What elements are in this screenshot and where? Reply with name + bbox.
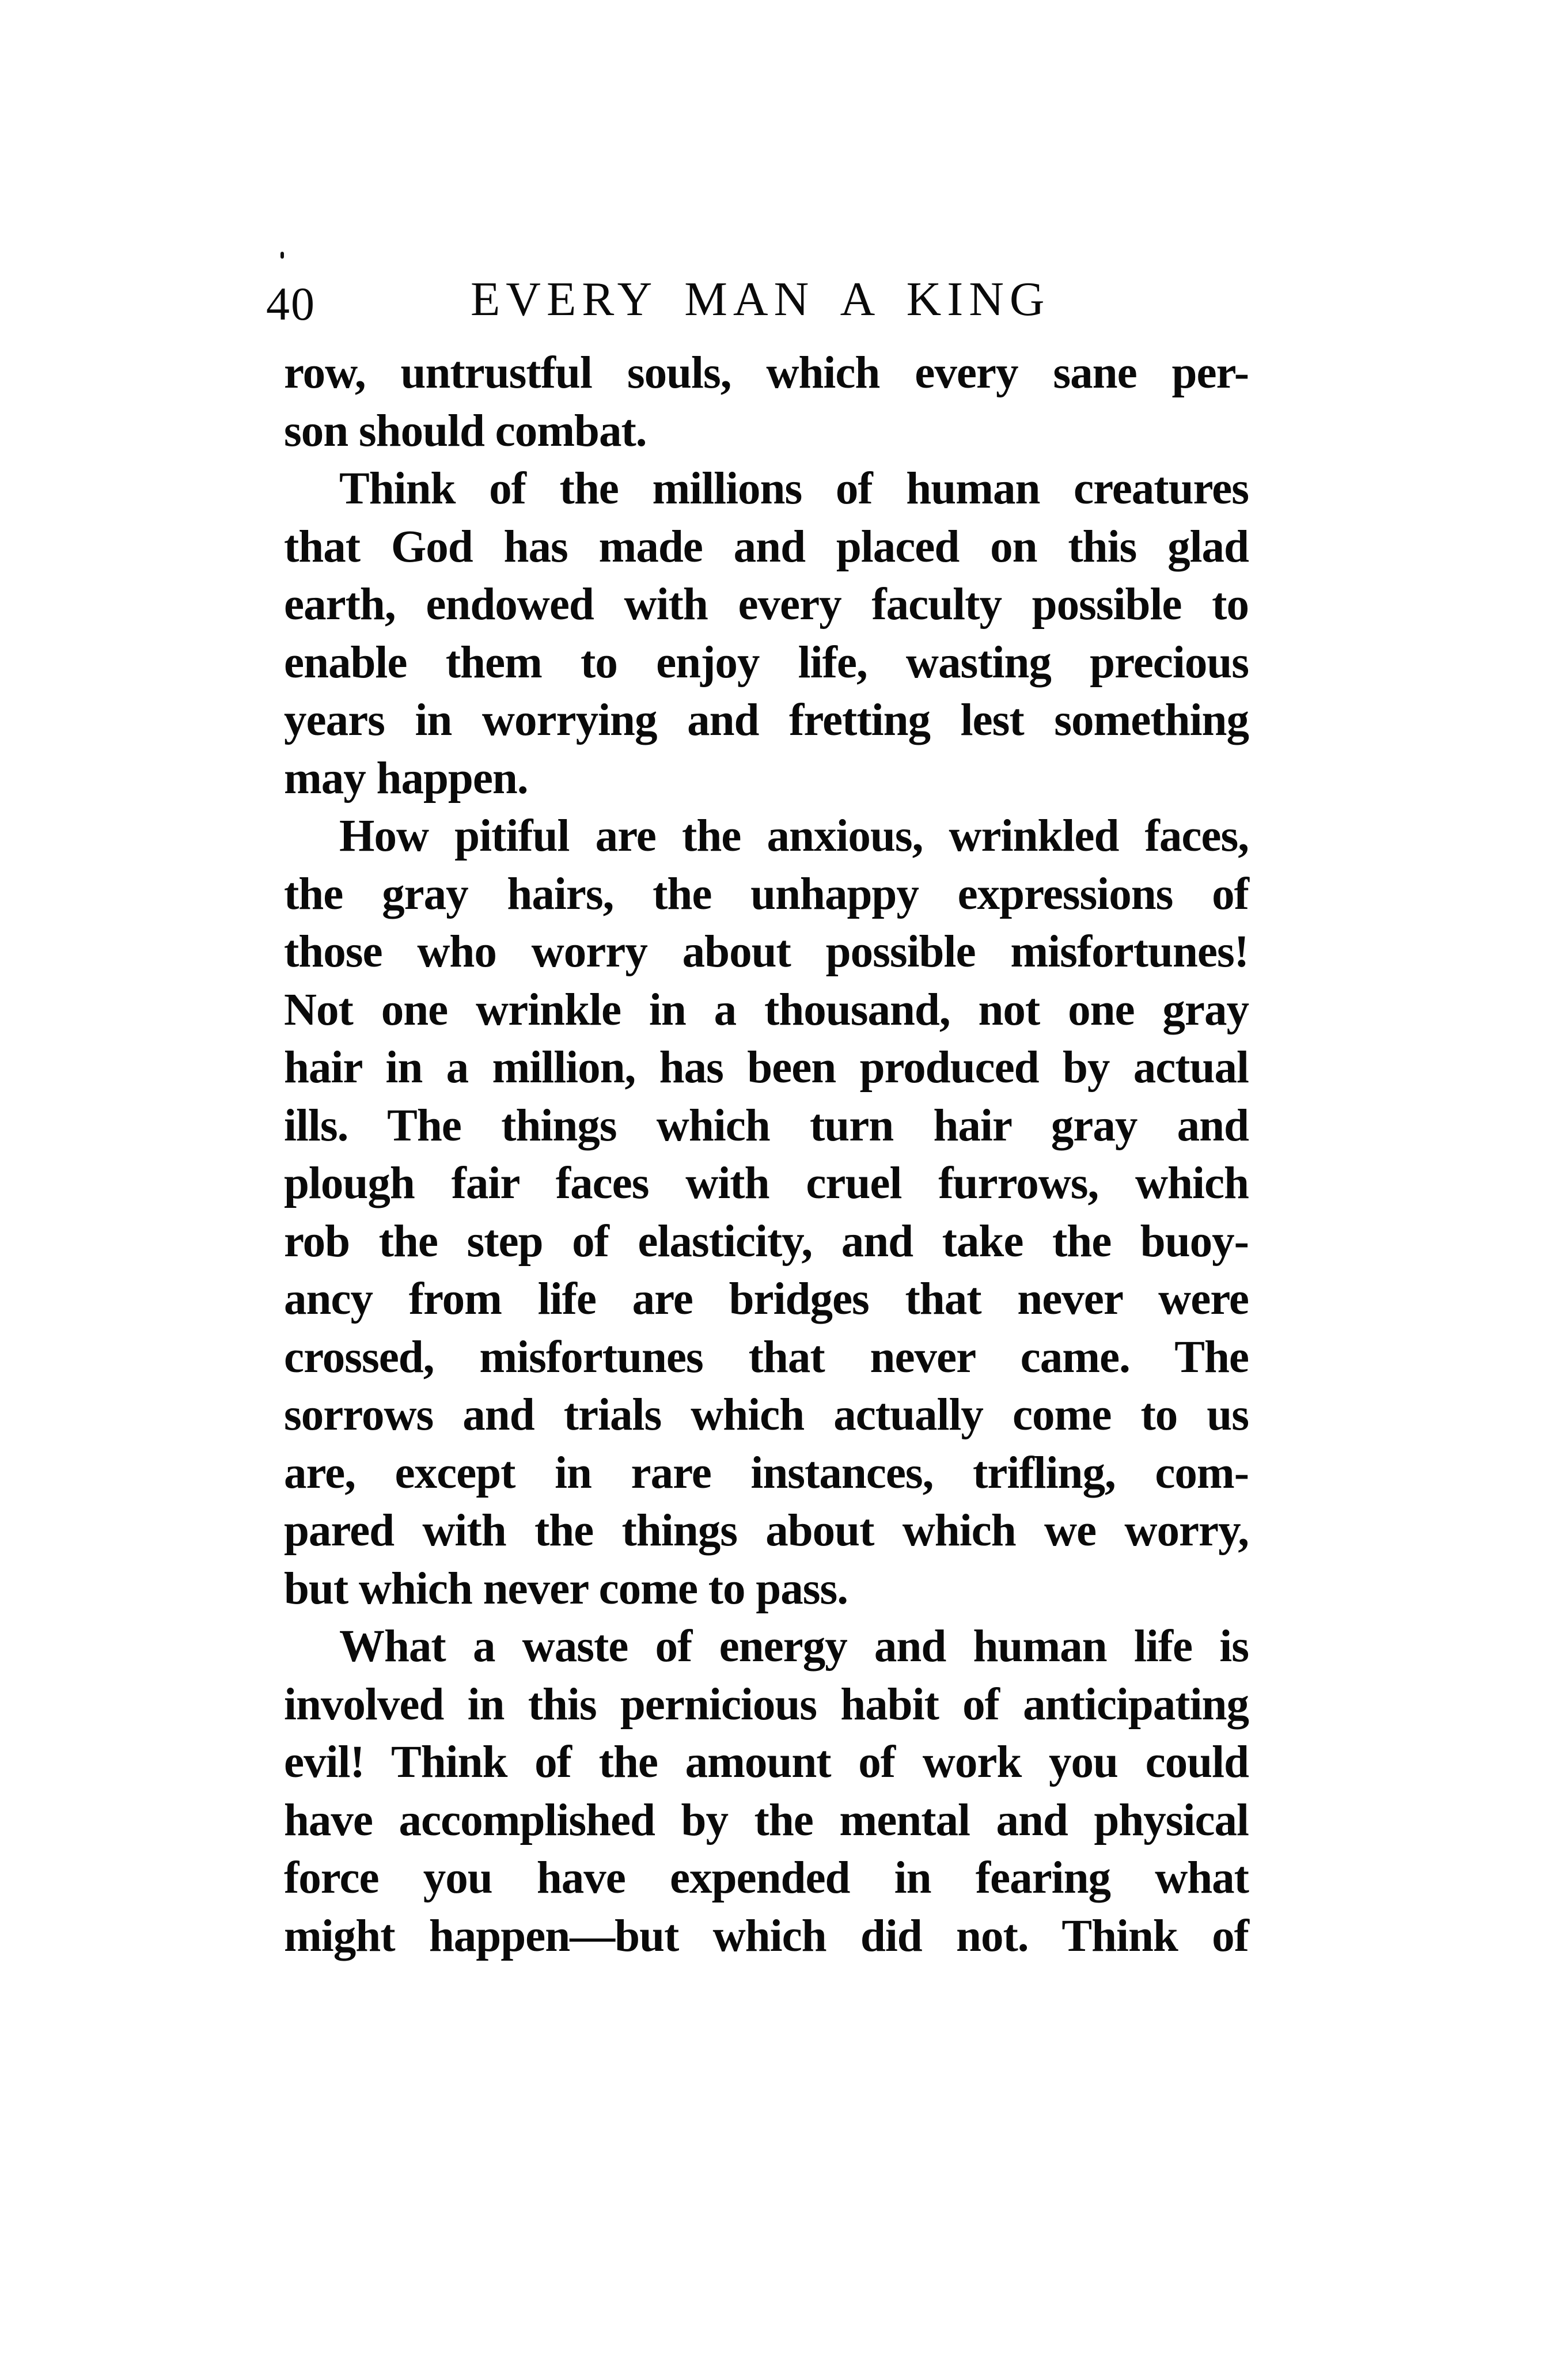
text-line: hair in a million, has been produced by actual	[284, 1043, 1249, 1093]
text-line: ills. The things which turn hair gray and	[284, 1100, 1249, 1151]
print-speck	[280, 252, 284, 259]
text-line: pared with the things about which we worry,	[284, 1506, 1249, 1556]
text-line: plough fair faces with cruel furrows, which	[284, 1158, 1249, 1208]
text-line: enable them to enjoy life, wasting precious	[284, 637, 1249, 688]
text-line: earth, endowed with every faculty possible to	[284, 579, 1249, 630]
text-line: How pitiful are the anxious, wrinkled faces,	[339, 811, 1249, 861]
text-line: What a waste of energy and human life is	[339, 1621, 1249, 1672]
body-text	[284, 344, 1249, 1965]
text-line: but which never come to pass.	[284, 1563, 848, 1614]
text-line: son should combat.	[284, 405, 647, 456]
text-line: evil! Think of the amount of work you could	[284, 1737, 1249, 1787]
text-line: rob the step of elasticity, and take the buoy-	[284, 1216, 1249, 1267]
text-line: force you have expended in fearing what	[284, 1853, 1249, 1903]
text-line: have accomplished by the mental and physical	[284, 1795, 1249, 1845]
text-line: those who worry about possible misfortunes!	[284, 927, 1249, 977]
text-line: crossed, misfortunes that never came. The	[284, 1332, 1249, 1382]
text-line: involved in this pernicious habit of anticipating	[284, 1679, 1249, 1730]
text-line: Think of the millions of human creatures	[339, 464, 1249, 514]
text-line: sorrows and trials which actually come to us	[284, 1390, 1249, 1440]
text-line: row, untrustful souls, which every sane per-	[284, 348, 1249, 398]
text-line: the gray hairs, the unhappy expressions of	[284, 869, 1249, 919]
text-line: Not one wrinkle in a thousand, not one gray	[284, 984, 1249, 1035]
text-line: may happen.	[284, 753, 528, 804]
running-head	[266, 271, 1251, 334]
text-line: might happen—but which did not. Think of	[284, 1911, 1249, 1961]
text-line: are, except in rare instances, trifling, com-	[284, 1447, 1249, 1498]
running-title: EVERY MAN A KING	[471, 272, 1051, 326]
text-line: years in worrying and fretting lest something	[284, 695, 1249, 745]
text-line: that God has made and placed on this glad	[284, 521, 1249, 572]
page-number: 40	[266, 278, 316, 330]
text-line: ancy from life are bridges that never were	[284, 1274, 1249, 1324]
